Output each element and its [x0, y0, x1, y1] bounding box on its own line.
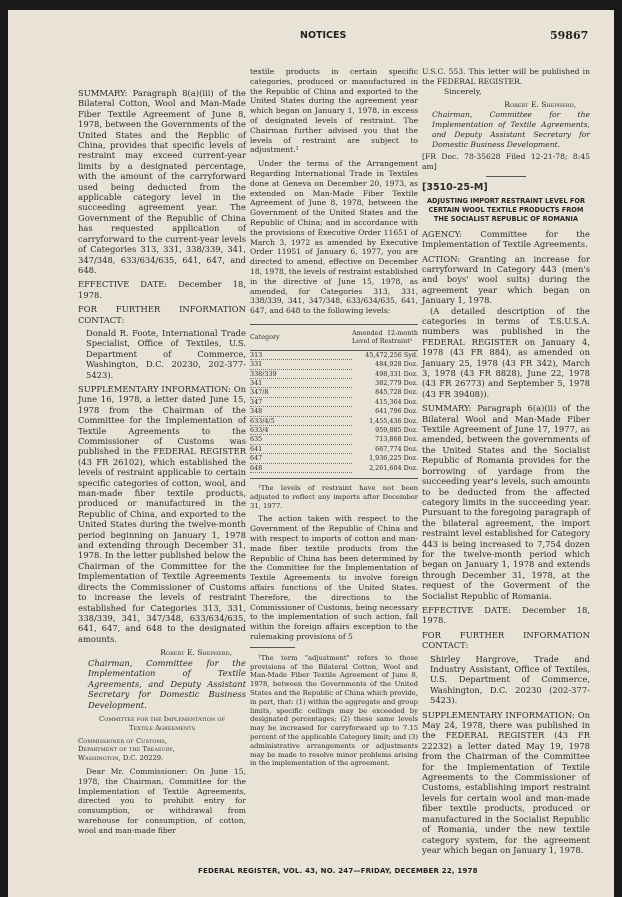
divider: [486, 176, 526, 177]
restraint-level-cell: 415,364 Doz.: [375, 397, 418, 406]
category-cell: 647: [250, 454, 352, 463]
restraint-level-cell: 2,261,604 Doz.: [369, 463, 418, 472]
signature-block: [78, 648, 246, 710]
letter-paragraph: U.S.C. 553. This letter will be published in the FEDERAL REGISTER.: [422, 67, 590, 86]
closing: Sincerely,: [444, 86, 482, 96]
action: ACTION: Granting an increase for carryforward in Category 443 (men's and boys' wool suits) during the agreement year which began on January 1, 1978.: [422, 253, 590, 306]
table-row: [250, 454, 418, 463]
restraint-level-cell: 1,936,225 Doz.: [369, 454, 418, 463]
restraint-table: [250, 324, 418, 473]
category-cell: 341: [250, 378, 352, 387]
table-row: [250, 397, 418, 406]
contact-info: Donald R. Foote, International Trade Specialist, Office of Textiles, U.S. Department of Commerce, Washington, D.C. 20230, 202-377-5423).: [86, 327, 246, 380]
table-row: [250, 425, 418, 434]
table-row: [250, 378, 418, 387]
summary: SUMMARY: Paragraph 8(a)(iii) of the Bilateral Cotton, Wool and Man-Made Fiber Textile Agreement of June 8, 1978, between the Governments of the United States and the Repblic of China, provides that specific levels of restraint may exceed current-year limits by a designated percentage, with the amount of the carryforward used being deducted from the applicable category level in the succeeding agreement year. The Government of the Republic of China has requested application of carryforward to the current-year levels of Categories 313, 331, 338/339, 341, 347/348, 633/634/635, 641, 647, and 648.: [78, 88, 246, 275]
restraint-level-cell: 959,885 Doz.: [375, 425, 418, 434]
category-cell: 648: [250, 463, 352, 472]
restraint-level-cell: 484,928 Doz.: [375, 360, 418, 369]
document-page: [8, 10, 614, 897]
restraint-level-cell: 45,472,256 Syd.: [365, 350, 418, 359]
category-cell: 641: [250, 444, 352, 453]
restraint-level-cell: 845,728 Doz.: [375, 388, 418, 397]
address-line: Commissioner of Customs,: [78, 736, 168, 745]
category-cell: 347/8: [250, 388, 352, 397]
table-row: [250, 369, 418, 378]
column-header: Amended 12-month Level of Restraint¹: [352, 324, 418, 350]
table-row: [250, 388, 418, 397]
category-cell: 347: [250, 397, 352, 406]
agency: AGENCY: Committee for the Implementation of Textile Agreements.: [422, 228, 590, 250]
restraint-level-cell: 1,455,436 Doz.: [369, 416, 418, 425]
table-row: [250, 463, 418, 472]
table-row: [250, 407, 418, 416]
restraint-level-cell: 667,774 Doz.: [375, 444, 418, 453]
summary: SUMMARY: Paragraph 6(a)(ii) of the Bilateral Wool and Man-Made Fiber Textile Agreement of June 17, 1977, as amended, between the governments of the United States and the Socialist Republic of Romania provides for the borrowing of yardage from the succeeding year's levels, such amounts to be deducted from the affected category limits in the succeeding year. Pursuant to the foregoing paragraph of the bilateral agreement, the import restraint level established for Category 443 is being increased to 7,754 dozen for the twelve-month period which began on January 1, 1978 and extends through December 31, 1978, at the request of the Goverment of the Socialist Republic of Romania.: [422, 403, 590, 601]
footnote: ¹The term "adjustment" refers to those provisions of the Bilateral Cotton, Wool and Man-Made Fiber Textile Agreement of June 8, 1978, between the Governments of the United States and the Republic of China which provide, in part, that: (1) within the aggregate and group limits, specific ceilings may be exceeded by designated percentages; (2) these same levels may be increased for carryforward up to 7.15 percent of the applicable Category limit; and (3) administrative arrangements or adjustments may be made to resolve minor problems arising in the implementation of the agreement.: [250, 653, 418, 768]
supplementary-info: SUPPLEMENTARY INFORMATION: On May 24, 1978, there was published in the FEDERAL REGISTER (43 FR 22232) a letter dated May 19, 1978 from the Chairman of the Committee for the Implementation of Textile Agreements to the Commissioner of Customs, establishing import restraint levels for certain wool and man-made fiber textile products, produced or manufactured in the Socialist Republic of Romania, under the new textile category system, for the agreement year which began on January 1, 1978.: [422, 709, 590, 855]
document-id: [3510-25-M]: [422, 181, 488, 193]
notice-title: ADJUSTING IMPORT RESTRAINT LEVEL FOR CERTAIN WOOL TEXTILE PRODUCTS FROM THE SOCIALIST REPUBLIC OF ROMANIA: [426, 196, 586, 223]
letter-body: Dear Mr. Commissioner: On June 15, 1978, the Chairman, Committee for the Implementation of Textile Agreements, directed you to prohibit entry for consumption, or withdrawal from warehouse for consumption, of cotton, wool and man-made fiber: [78, 766, 246, 835]
supplementary-info: SUPPLEMENTARY INFORMATION: On June 16, 1978, a letter dated June 15, 1978 from the Chairman of the Committee for the Implementation of Textile Agreements to the Commissioner of Customs was published in the FEDERAL REGISTER (43 FR 26102), which established the levels of restraint applicable to certain specific categories of cotton, wool, and man-made fiber textile products, produced or manufactured in the Republic of China, and exported to the United States during the twelve-month period beginning on January 1, 1978 and extending through December 31, 1978. In the letter published below the Chairman of the Committee for the Implementation of Textile Agreements directs the Commissioner of Customs to increase the levels of restraint established for Categories 313, 331, 338/339, 341, 347/348, 633/634/635, 641, 647, and 648 to the designated amounts.: [78, 383, 246, 644]
letter-paragraph: The action taken with respect to the Government of the Republic of China and with respect to imports of cotton and man-made fiber textile products from the Republic of China has been determined by the Committee for the Implementation of Textile Agreements to involve foreign affairs functions of the United States. Therefore, the directions to the Commissioner of Customs, being necessary to the implementation of such action, fall within the foreign affairs exception to the rulemaking provisions of 5: [250, 514, 418, 641]
category-cell: 338/339: [250, 369, 352, 378]
footnote-divider: [250, 647, 295, 648]
effective-date: EFFECTIVE DATE: December 18, 1978.: [78, 279, 246, 300]
category-cell: 635: [250, 435, 352, 444]
table-row: [250, 416, 418, 425]
category-cell: 633/4: [250, 425, 352, 434]
contact-heading: FOR FURTHER INFORMATION CONTACT:: [78, 304, 246, 325]
signature-block: [422, 100, 590, 149]
address-line: Washington, D.C. 20229.: [78, 754, 164, 763]
committee-heading: Committee for the Implementation of Textile Agreements: [99, 714, 225, 732]
page-footer: FEDERAL REGISTER, VOL. 43, NO. 247—FRIDAY, DECEMBER 22, 1978: [198, 867, 478, 875]
category-cell: 331: [250, 360, 352, 369]
category-cell: 348: [250, 407, 352, 416]
table-row: [250, 435, 418, 444]
column-2: [250, 67, 418, 772]
signer-title: Chairman, Committee for the Implementation of Textile Agreements, and Deputy Assistant Secretary for Domestic Business Development.: [432, 110, 590, 149]
fr-doc-line: [FR Doc. 78-35628 Filed 12-21-78; 8:45 am]: [422, 152, 590, 172]
signer-name: Robert E. Shepherd,: [504, 100, 576, 110]
column-header: Category: [250, 324, 352, 350]
page-number: 59867: [550, 29, 589, 42]
category-cell: 313: [250, 350, 352, 359]
restraint-level-cell: 498,331 Doz.: [375, 369, 418, 378]
restraint-level-cell: 382,779 Doz.: [375, 378, 418, 387]
column-3: [422, 67, 590, 859]
effective-date: EFFECTIVE DATE: December 18, 1978.: [422, 604, 590, 626]
table-row: [250, 350, 418, 359]
restraint-level-cell: 713,868 Doz.: [375, 435, 418, 444]
column-1: [78, 88, 246, 840]
category-cell: 633/4/5: [250, 416, 352, 425]
category-description: (A detailed description of the categories in terms of T.S.U.S.A. numbers was published in the FEDERAL REGISTER on January 4, 1978 (43 FR 884), as amended on January 25, 1978 (43 FR 342), March 3, 1978 (43 FR 8828), June 22, 1978 (43 FR 26773) and September 5, 1978 (43 FR 39408)).: [422, 305, 590, 399]
table-row: [250, 360, 418, 369]
letter-paragraph: Under the terms of the Arrangement Regarding International Trade in Textiles done at Geneva on December 20, 1973, as extended on Man-Made Fiber Textile Agreement of June 8, 1978, between the Government of the United States and the Republic of China; and in accordance with the provisions of Executive Order 11651 of March 3, 1972 as amended by Executive Order 11951 of January 6, 1977, you are directed to amend, effective on December 18, 1978, the levels of restraint established in the directive of June 15, 1978, as amended, for Categories 313, 331, 338/339, 341, 347/348, 633/634/635, 641, 647, and 648 to the following levels:: [250, 159, 418, 316]
letter-paragraph: textile products in certain specific categories, produced or manufactured in the Republic of China and exported to the United States during the agreement year which began on January 1, 1978, in excess of designated levels of restraint. The Chairman further advised you that the levels of restraint are subject to adjustment.¹: [250, 67, 418, 155]
contact-heading: FOR FURTHER INFORMATION CONTACT:: [422, 629, 590, 651]
signer-title: Chairman, Committee for the Implementation of Textile Agreements, and Deputy Assistant Secretary for Domestic Business Development.: [88, 657, 246, 710]
contact-info: Shirley Hargrove, Trade and Industry Assistant, Office of Textiles, U.S. Department of Commerce, Washington, D.C. 20230 (202-377-5423).: [430, 653, 590, 706]
table-note: ¹The levels of restraint have not been adjusted to reflect any imports after December 31, 1977.: [250, 478, 418, 510]
section-header: NOTICES: [300, 30, 347, 41]
table-row: [250, 444, 418, 453]
restraint-level-cell: 641,796 Doz.: [375, 407, 418, 416]
signer-name: Robert E. Shepherd,: [160, 648, 232, 658]
address-line: Department of the Treasury,: [78, 745, 175, 754]
